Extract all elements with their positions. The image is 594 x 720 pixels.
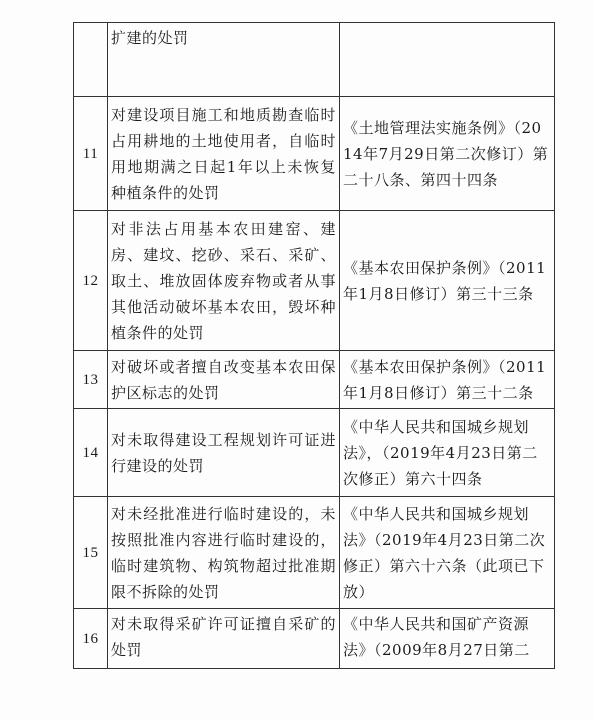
row-number: 14 (74, 409, 108, 497)
legal-basis: 《中华人民共和国城乡规划法》（2019年4月23日第二次修正）第六十六条（此项已下放） (340, 497, 555, 609)
penalty-item: 对建设项目施工和地质勘查临时占用耕地的土地使用者，自临时用地期满之日起1年以上未恢复种植条件的处罚 (108, 97, 340, 211)
legal-basis: 《中华人民共和国城乡规划法》，（2019年4月23日第二次修正）第六十四条 (340, 409, 555, 497)
penalty-item: 对破坏或者擅自改变基本农田保护区标志的处罚 (108, 351, 340, 409)
table-row (74, 409, 555, 497)
table-row (74, 97, 555, 211)
legal-basis (340, 23, 555, 97)
row-number (74, 23, 108, 97)
row-number: 12 (74, 211, 108, 351)
legal-basis: 《中华人民共和国矿产资源法》（2009年8月27日第二 (340, 609, 555, 669)
table-row (74, 23, 555, 97)
legal-basis: 《基本农田保护条例》（2011年1月8日修订）第三十二条 (340, 351, 555, 409)
penalty-item: 对非法占用基本农田建窑、建房、建坟、挖砂、采石、采矿、取土、堆放固体废弃物或者从事其他活动破坏基本农田，毁坏种植条件的处罚 (108, 211, 340, 351)
legal-basis: 《基本农田保护条例》（2011年1月8日修订）第三十三条 (340, 211, 555, 351)
penalty-item: 对未经批准进行临时建设的，未按照批准内容进行临时建设的，临时建筑物、构筑物超过批准期限不拆除的处罚 (108, 497, 340, 609)
table-row (74, 497, 555, 609)
row-number: 13 (74, 351, 108, 409)
penalty-item: 对未取得建设工程规划许可证进行建设的处罚 (108, 409, 340, 497)
legal-basis: 《土地管理法实施条例》（2014年7月29日第二次修订）第二十八条、第四十四条 (340, 97, 555, 211)
row-number: 16 (74, 609, 108, 669)
table-row (74, 211, 555, 351)
table-row (74, 609, 555, 669)
penalty-table (73, 22, 555, 669)
row-number: 11 (74, 97, 108, 211)
table-row (74, 351, 555, 409)
penalty-item: 对未取得采矿许可证擅自采矿的处罚 (108, 609, 340, 669)
row-number: 15 (74, 497, 108, 609)
penalty-item: 扩建的处罚 (108, 23, 340, 97)
